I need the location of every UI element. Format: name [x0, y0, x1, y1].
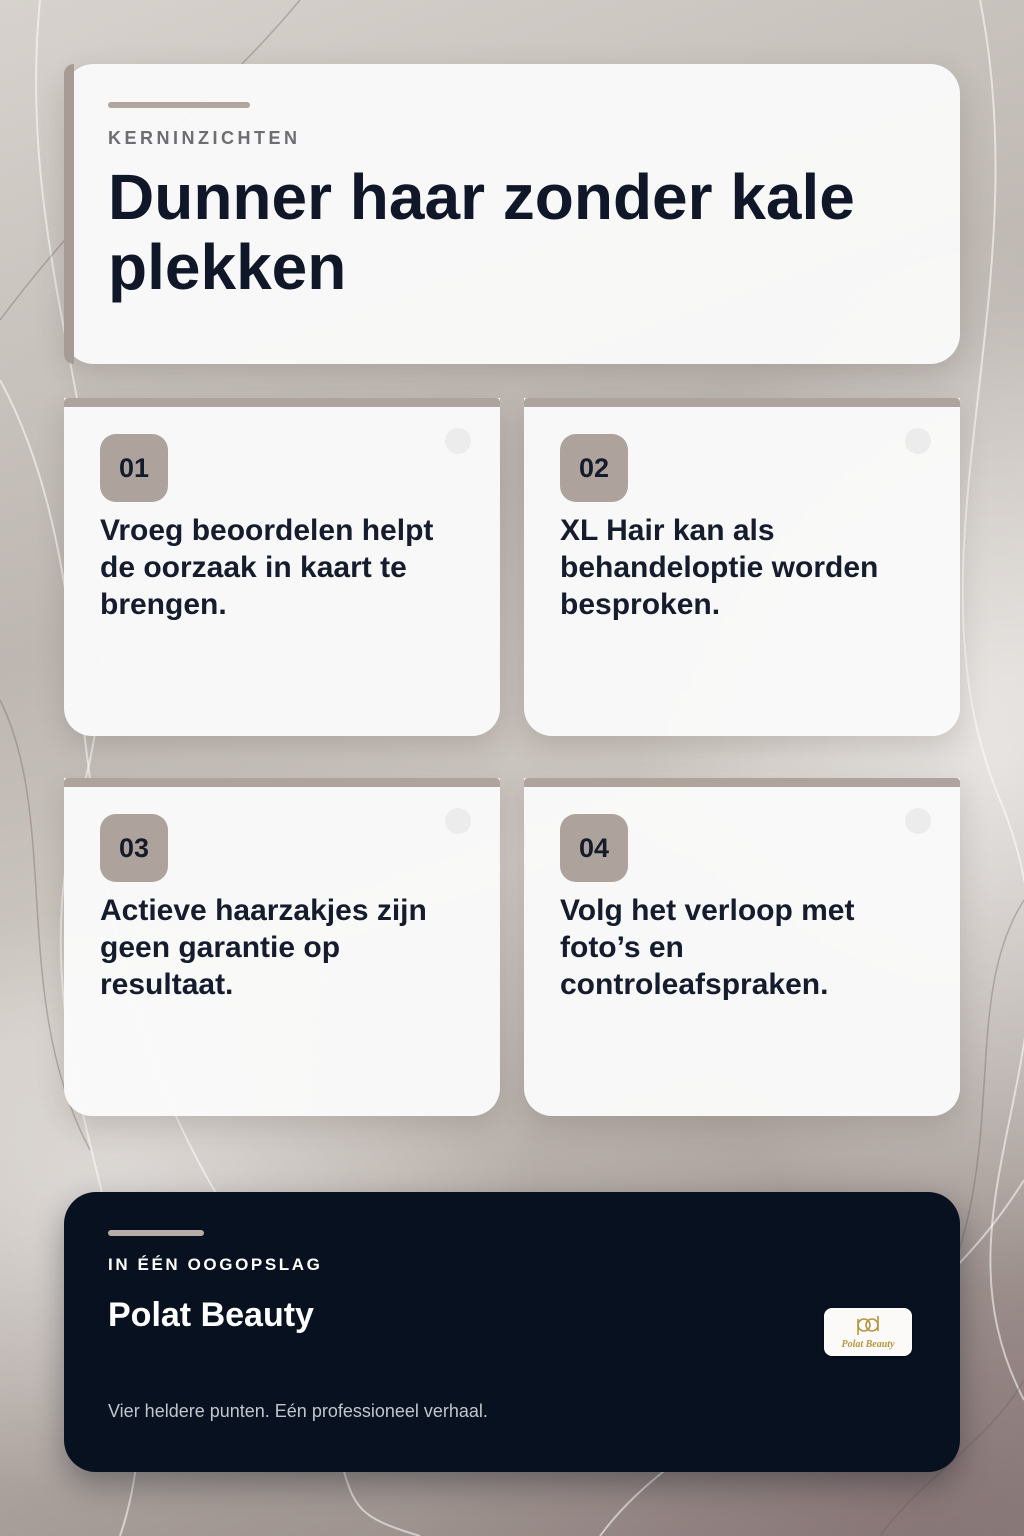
card-text: XL Hair kan als behandeloptie worden besproken. — [560, 514, 879, 621]
card-text: Volg het verloop met foto’s en controleafspraken. — [560, 894, 855, 1001]
card-text: Vroeg beoordelen helpt de oorzaak in kaart te brengen. — [100, 514, 434, 621]
card-top-bar — [64, 778, 500, 787]
card-number-badge: 03 — [100, 814, 168, 882]
insight-card-3 — [64, 778, 500, 1116]
header-accent-line — [108, 102, 250, 108]
footer-accent-line — [108, 1230, 204, 1236]
insight-card-2 — [524, 398, 960, 736]
insight-card-4 — [524, 778, 960, 1116]
header-eyebrow: KERNINZICHTEN — [108, 128, 301, 148]
card-top-bar — [524, 778, 960, 787]
footer-eyebrow: IN ÉÉN OOGOPSLAG — [108, 1255, 323, 1274]
header-card — [64, 64, 960, 364]
brand-name: Polat Beauty — [108, 1296, 314, 1334]
logo-wordmark: Polat Beauty — [841, 1339, 895, 1350]
footer-tagline: Vier heldere punten. Eén professioneel verhaal. — [108, 1401, 488, 1421]
insight-card-1 — [64, 398, 500, 736]
card-top-bar — [64, 398, 500, 407]
card-dot — [905, 428, 931, 454]
card-text: Actieve haarzakjes zijn geen garantie op resultaat. — [100, 894, 427, 1001]
card-dot — [445, 808, 471, 834]
header-side-bar — [64, 64, 74, 364]
card-number-badge: 02 — [560, 434, 628, 502]
card-dot — [905, 808, 931, 834]
card-number-badge: 01 — [100, 434, 168, 502]
card-number-badge: 04 — [560, 814, 628, 882]
card-dot — [445, 428, 471, 454]
polat-beauty-logo — [824, 1308, 912, 1356]
card-top-bar — [524, 398, 960, 407]
page-title: Dunner haar zonder kale plekken — [108, 161, 855, 303]
summary-footer — [64, 1192, 960, 1472]
